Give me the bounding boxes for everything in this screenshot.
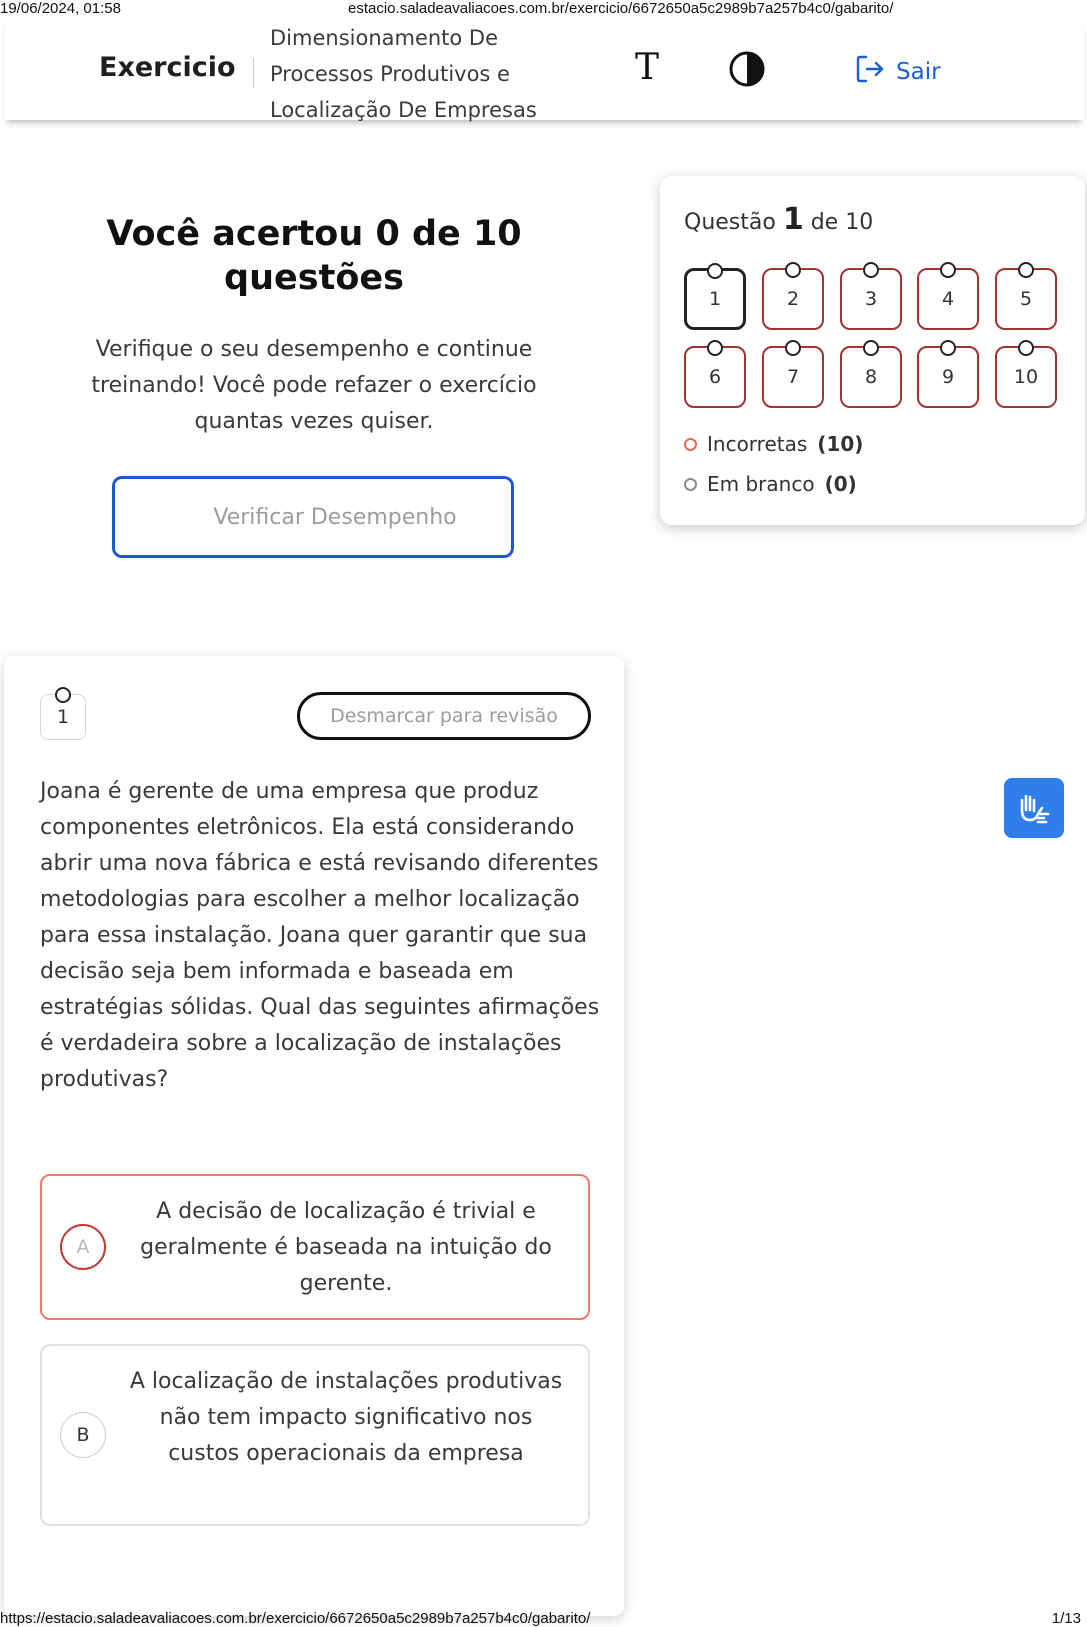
- print-page-number: 1/13: [1051, 1610, 1081, 1627]
- sign-language-icon[interactable]: [1004, 778, 1064, 838]
- question-nav-button[interactable]: 1: [684, 268, 746, 330]
- blank-dot-icon: [684, 478, 697, 491]
- question-nav-button[interactable]: 2: [762, 268, 824, 330]
- font-size-icon[interactable]: T: [634, 47, 659, 88]
- question-text: Joana é gerente de uma empresa que produz componentes eletrônicos. Ela está considerando abrir uma nova fábrica e está revisando diferentes metodologias para escolher a melhor localização para essa instalação. Joana quer garantir que sua decisão seja bem informada e baseada em estratégias sólidas. Qual das seguintes afirmações é verdadeira sobre a localização de instalações produtivas?: [40, 779, 600, 1092]
- legend-blank: Em branco (0): [684, 472, 857, 496]
- question-card: [4, 656, 624, 1616]
- exit-button[interactable]: [854, 54, 941, 90]
- question-navigator: [660, 176, 1085, 525]
- status-marker: [863, 262, 879, 278]
- option-text: A decisão de localização é trivial e geralmente é baseada na intuição do gerente.: [140, 1199, 552, 1296]
- verify-performance-button[interactable]: Verificar Desempenho: [112, 476, 514, 558]
- answer-option-b[interactable]: [40, 1344, 590, 1526]
- header-divider: [253, 58, 254, 88]
- contrast-icon[interactable]: [728, 50, 766, 88]
- result-title: Você acertou 0 de 10 questões: [106, 214, 522, 298]
- print-footer: [0, 1610, 1087, 1626]
- option-letter: B: [60, 1412, 106, 1458]
- legend-incorrect: Incorretas (10): [684, 432, 863, 456]
- exit-icon: [854, 53, 886, 91]
- status-marker: [863, 340, 879, 356]
- result-message: Verifique o seu desempenho e continue treinando! Você pode refazer o exercício quantas vezes quiser.: [91, 337, 537, 434]
- print-url: estacio.saladeavaliacoes.com.br/exercicio/6672650a5c2989b7a257b4c0/gabarito/: [348, 0, 894, 17]
- question-number-badge: 1: [40, 694, 86, 740]
- incorrect-count: (10): [817, 432, 864, 456]
- print-date: 19/06/2024, 01:58: [0, 0, 121, 17]
- status-marker: [1018, 262, 1034, 278]
- course-title: Dimensionamento De Processos Produtivos e Localização De Empresas: [270, 26, 537, 122]
- blank-count: (0): [824, 472, 857, 496]
- status-marker: [785, 262, 801, 278]
- current-question-number: 1: [782, 202, 804, 237]
- brand-title: Exercicio: [99, 52, 236, 83]
- status-marker: [707, 263, 723, 279]
- incorrect-dot-icon: [684, 438, 697, 451]
- exit-label: Sair: [896, 59, 941, 85]
- print-header: [0, 0, 1087, 16]
- question-nav-button[interactable]: 7: [762, 346, 824, 408]
- option-text: A localização de instalações produtivas não tem impacto significativo nos custos operacionais da empresa: [129, 1369, 563, 1466]
- question-nav-button[interactable]: 9: [917, 346, 979, 408]
- question-nav-button[interactable]: 8: [840, 346, 902, 408]
- answer-option-a[interactable]: [40, 1174, 590, 1320]
- status-marker: [785, 340, 801, 356]
- question-nav-button[interactable]: 3: [840, 268, 902, 330]
- status-marker: [940, 262, 956, 278]
- question-nav-button[interactable]: 6: [684, 346, 746, 408]
- print-footer-url: https://estacio.saladeavaliacoes.com.br/exercicio/6672650a5c2989b7a257b4c0/gabarito/: [0, 1610, 591, 1627]
- status-marker: [55, 687, 71, 703]
- status-marker: [1018, 340, 1034, 356]
- question-nav-button[interactable]: 10: [995, 346, 1057, 408]
- question-nav-button[interactable]: 5: [995, 268, 1057, 330]
- status-marker: [707, 340, 723, 356]
- navigator-heading: Questão 1 de 10: [684, 202, 874, 237]
- option-letter: A: [60, 1224, 106, 1270]
- question-nav-button[interactable]: 4: [917, 268, 979, 330]
- status-marker: [940, 340, 956, 356]
- unmark-review-button[interactable]: Desmarcar para revisão: [297, 692, 591, 740]
